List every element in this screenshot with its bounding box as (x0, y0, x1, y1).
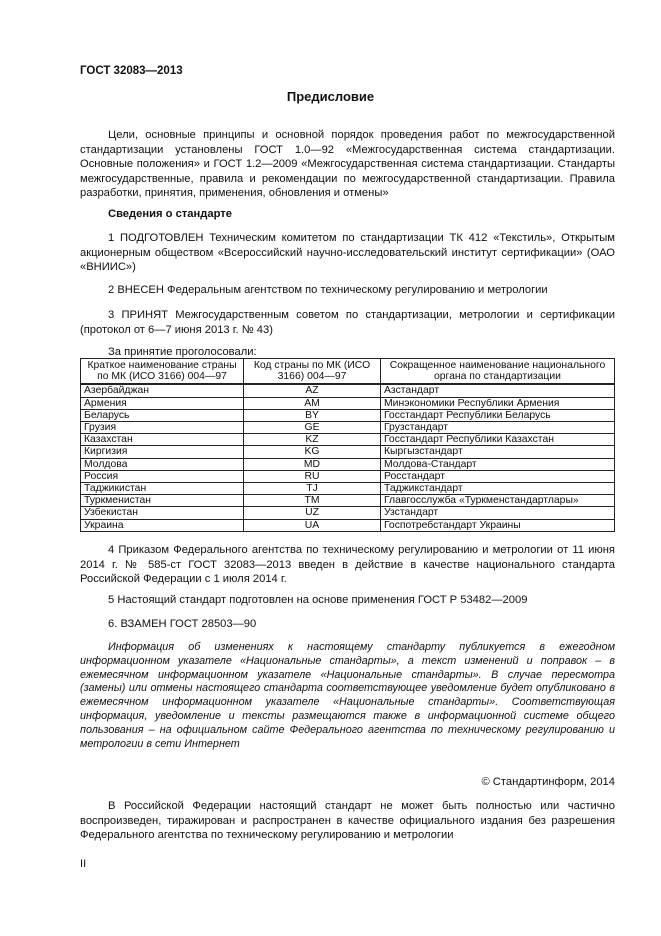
column-header-country: Краткое наименование страны по МК (ИСО 3166) 004—97 (81, 359, 244, 385)
cell-code: BY (244, 409, 381, 421)
cell-body: Росстандарт (381, 470, 615, 482)
cell-code: AZ (244, 384, 381, 397)
item-6 (80, 617, 615, 632)
voting-table (80, 358, 615, 532)
cell-code: KG (244, 446, 381, 458)
page-title: Предисловие (286, 89, 375, 104)
rights-text: В Российской Федерации настоящий стандарт не может быть полностью или частично воспроизведен, тиражирован и распространен в качестве официального издания без разрешения Федерального агентства по техническому регулированию и метрологии (80, 800, 615, 842)
cell-country: Грузия (81, 422, 244, 434)
cell-body: Узстандарт (381, 507, 615, 519)
cell-body: Таджикстандарт (381, 483, 615, 495)
table-row (81, 446, 615, 458)
table-row (81, 483, 615, 495)
cell-code: TM (244, 495, 381, 507)
cell-code: GE (244, 422, 381, 434)
cell-code: MD (244, 458, 381, 470)
table-row (81, 507, 615, 519)
cell-code: KZ (244, 434, 381, 446)
item-3-text: 3 ПРИНЯТ Межгосударственным советом по стандартизации, метрологии и сертификации (протокол от 6—7 июня 2013 г. № 43) (80, 309, 615, 336)
cell-body: Госстандарт Республики Беларусь (381, 409, 615, 421)
cell-country: Казахстан (81, 434, 244, 446)
notice-paragraph (80, 641, 615, 751)
cell-country: Россия (81, 470, 244, 482)
item-5 (80, 593, 615, 608)
document-header: ГОСТ 32083—2013 (80, 65, 183, 77)
item-2-text: 2 ВНЕСЕН Федеральным агентством по техническому регулированию и метрологии (108, 284, 548, 296)
item-4 (80, 543, 615, 587)
item-6-text: 6. ВЗАМЕН ГОСТ 28503—90 (108, 618, 257, 630)
cell-body: Азстандарт (381, 384, 615, 397)
cell-country: Беларусь (81, 409, 244, 421)
cell-body: Минэкономики Республики Армения (381, 397, 615, 409)
table-row (81, 422, 615, 434)
cell-body: Грузстандарт (381, 422, 615, 434)
notice-text: Информация об изменениях к настоящему стандарту публикуется в ежегодном информационном указателе «Национальные стандарты», а текст изменений и поправок – в ежемесячном информационном указателе «Национальные стандарты». В случае пересмотра (замены) или отмены настоящего стандарта соответствующее уведомление будет опубликовано в ежемесячном информационном указателе «Национальные стандарты». Соответствующая информация, уведомление и тексты размещаются также в информационной системе общего пользования – на официальном сайте Федерального агентства по техническому регулированию и метрологии в сети Интернет (80, 641, 615, 750)
cell-country: Армения (81, 397, 244, 409)
table-header-row (81, 359, 615, 385)
intro-paragraph (80, 128, 615, 201)
table-row (81, 434, 615, 446)
cell-body: Кыргызстандарт (381, 446, 615, 458)
page-number: II (80, 858, 87, 870)
item-2 (80, 283, 615, 298)
cell-country: Украина (81, 519, 244, 531)
cell-country: Азербайджан (81, 384, 244, 397)
copyright: © Стандартинформ, 2014 (481, 776, 615, 788)
rights-paragraph (80, 799, 615, 843)
vote-caption: За принятие проголосовали: (108, 346, 257, 358)
cell-country: Киргизия (81, 446, 244, 458)
cell-body: Госстандарт Республики Казахстан (381, 434, 615, 446)
cell-body: Госпотребстандарт Украины (381, 519, 615, 531)
cell-code: UA (244, 519, 381, 531)
table-row (81, 495, 615, 507)
cell-code: TJ (244, 483, 381, 495)
cell-country: Туркменистан (81, 495, 244, 507)
cell-country: Молдова (81, 458, 244, 470)
cell-country: Таджикистан (81, 483, 244, 495)
cell-code: UZ (244, 507, 381, 519)
item-5-text: 5 Настоящий стандарт подготовлен на основе применения ГОСТ Р 53482—2009 (108, 594, 528, 606)
item-4-text: 4 Приказом Федерального агентства по техническому регулированию и метрологии от 11 июня 2014 г. № 585-ст ГОСТ 32083—2013 введен в действие в качестве национального стандарта Российской Федерации с 1 июля 2014 г. (80, 544, 615, 586)
info-heading: Сведения о стандарте (108, 208, 232, 220)
item-3 (80, 308, 615, 337)
table-row (81, 519, 615, 531)
item-1 (80, 231, 615, 275)
column-header-code: Код страны по МК (ИСО 3166) 004—97 (244, 359, 381, 385)
intro-text: Цели, основные принципы и основной порядок проведения работ по межгосударственной стандартизации установлены ГОСТ 1.0—92 «Межгосударственная система стандартизации. Основные положения» и ГОСТ 1.2—2009 «Межгосударственная система стандартизации. Стандарты межгосударственные, правила и рекомендации по межгосударственной стандартизации. Правила разработки, принятия, применения, обновления и отмены» (80, 129, 615, 200)
table-row (81, 397, 615, 409)
cell-body: Молдова-Стандарт (381, 458, 615, 470)
cell-body: Главгосслужба «Туркменстандартлары» (381, 495, 615, 507)
item-1-text: 1 ПОДГОТОВЛЕН Техническим комитетом по стандартизации ТК 412 «Текстиль», Открытым акционерным обществом «Всероссийский научно-исследовательский институт сертификации» (ОАО «ВНИИС») (80, 232, 615, 274)
table-row (81, 458, 615, 470)
table-row (81, 409, 615, 421)
column-header-body: Сокращенное наименование национального органа по стандартизации (381, 359, 615, 385)
table-row (81, 384, 615, 397)
cell-code: RU (244, 470, 381, 482)
cell-code: AM (244, 397, 381, 409)
cell-country: Узбекистан (81, 507, 244, 519)
table-row (81, 470, 615, 482)
